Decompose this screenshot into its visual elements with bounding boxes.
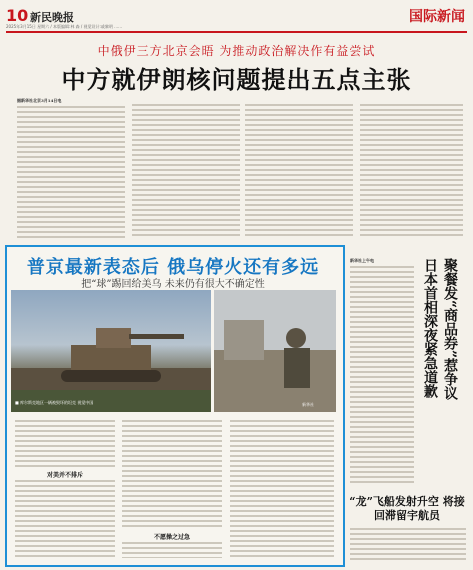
main-story-byline: 据新华社北京3月14日电: [17, 98, 62, 103]
main-story-headline: 中方就伊朗核问题提出五点主张: [61, 65, 412, 94]
boxed-body-col1-bottom: [15, 480, 115, 558]
body-column-1: [17, 106, 125, 238]
photo-caption-2: 新华社: [302, 402, 314, 407]
masthead-meta-line: 2025年3月15日 星期六 / 本版编辑:林 森 / 视觉设计:戚黎明 ……: [6, 24, 123, 29]
boxed-story-subheadline: 把“球”踢回给美乌 未来仍有很大不确定性: [81, 279, 265, 290]
soldier-illustration: [214, 290, 336, 412]
body-column-4: [360, 104, 463, 238]
masthead-rule: [6, 31, 467, 33]
boxed-story-headline: 普京最新表态后 俄乌停火还有多远: [26, 257, 320, 278]
side-story-headline: 聚餐发“商品券”惹争议 日本首相深夜紧急道歉: [422, 258, 458, 401]
newspaper-name: 新民晚报: [30, 11, 74, 24]
photo-caption-1: ■ 库尔斯克地区一辆被毁坏的坦克 视觉中国: [15, 400, 94, 405]
side-story-body: [350, 266, 414, 486]
page-number: 10: [6, 6, 29, 25]
body-column-3: [245, 104, 353, 238]
bottom-story-body: [350, 528, 466, 560]
boxed-body-col2-top: [122, 420, 222, 528]
section-heading-2: 不愿操之过急: [153, 534, 190, 541]
section-heading-1: 对美并不排斥: [46, 472, 83, 479]
tank-illustration: [11, 290, 211, 412]
main-story-kicker: 中俄伊三方北京会晤 为推动政治解决作有益尝试: [97, 44, 376, 58]
boxed-body-col1-top: [15, 420, 115, 468]
news-photo-soldier: [214, 290, 336, 412]
news-photo-tank: [11, 290, 211, 412]
side-story-byline: 新华社上午电: [350, 258, 374, 263]
boxed-body-col3: [230, 420, 334, 558]
bottom-story-headline: “龙”飞船发射升空 将接回滞留宇航员: [349, 495, 465, 522]
boxed-body-col2-bottom: [122, 542, 222, 558]
body-column-2: [132, 104, 240, 238]
section-title: 国际新闻: [409, 9, 465, 25]
